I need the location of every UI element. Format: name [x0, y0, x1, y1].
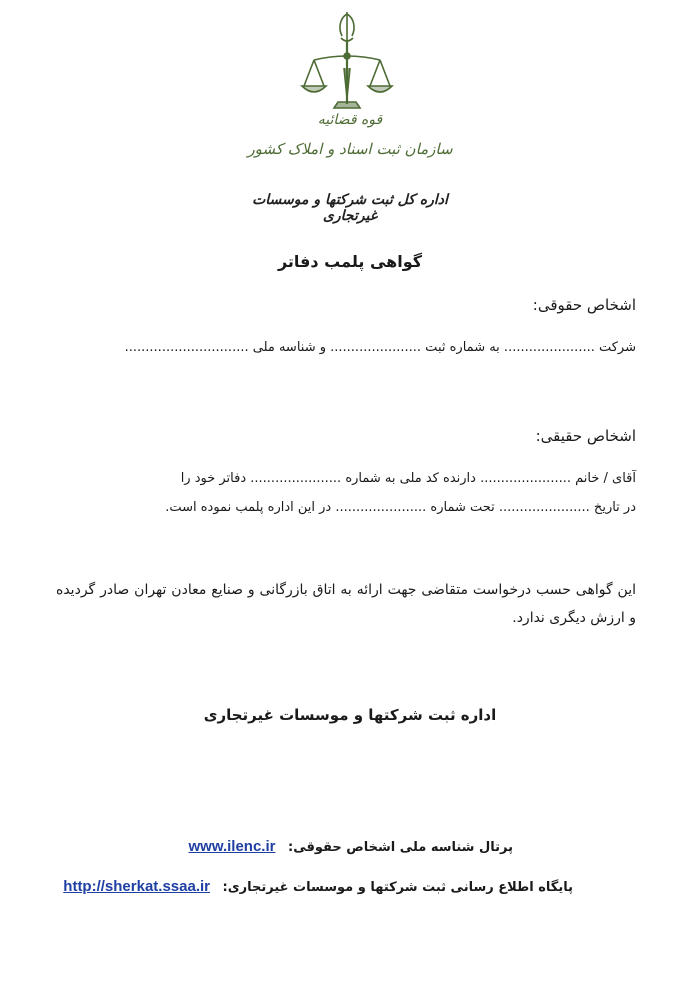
notice-paragraph: این گواهی حسب درخواست متقاضی جهت ارائه به اتاق بازرگانی و صنایع معادن تهران صادر گردیده و ارزش دیگری ندارد.: [56, 582, 636, 626]
info-link[interactable]: http://sherkat.ssaa.ir: [63, 878, 210, 895]
office-name: اداره ثبت شرکتها و موسسات غیرتجاری: [203, 706, 497, 724]
legal-entities-line: شرکت ...................... به شماره ثبت ...................... و شناسه ملی ..............................: [124, 340, 636, 355]
department-caption: اداره کل ثبت شرکتها و موسسات غیرتجاری: [252, 192, 448, 224]
organization-caption: سازمان ثبت اسناد و املاک کشور: [247, 140, 453, 158]
legal-entities-heading: اشخاص حقوقی:: [532, 296, 636, 314]
portal-link-row: [189, 838, 513, 855]
page-title: گواهی پلمب دفاتر: [277, 252, 423, 271]
portal-label: پرتال شناسه ملی اشخاص حقوقی:: [288, 840, 513, 855]
judiciary-caption: قوه قضائیه: [317, 112, 383, 128]
portal-link[interactable]: www.ilenc.ir: [188, 838, 276, 855]
natural-persons-line-1: آقای / خانم ...................... دارنده کد ملی به شماره ...................... دفاتر خود را: [180, 471, 636, 486]
iran-emblem-scales-of-justice-icon: [300, 8, 395, 118]
natural-persons-line-2: در تاریخ ...................... تحت شماره ...................... در این اداره پلمب نموده است.: [165, 500, 636, 515]
natural-persons-heading: اشخاص حقیقی:: [535, 427, 636, 445]
info-label: پایگاه اطلاع رسانی ثبت شرکتها و موسسات غیرتجاری:: [222, 880, 573, 895]
info-link-row: [63, 878, 573, 895]
